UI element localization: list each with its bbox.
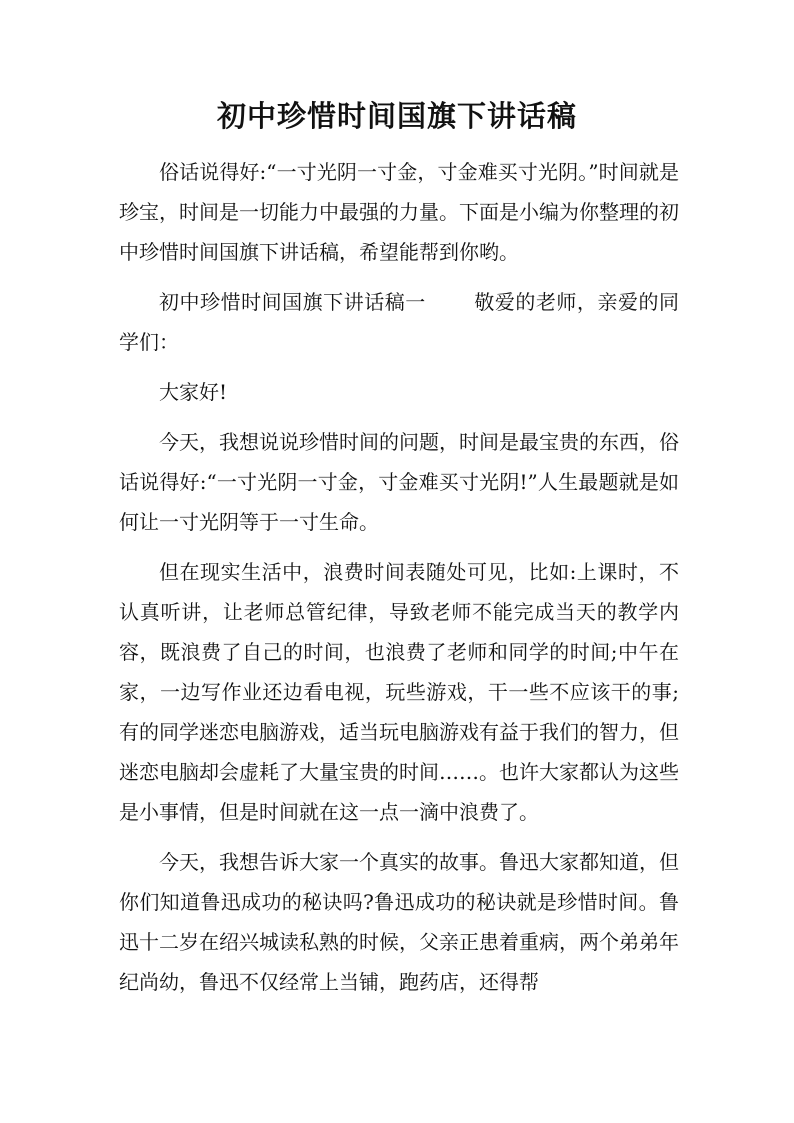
paragraph-heading-greeting [119,282,679,362]
paragraph-topic: 今天，我想说说珍惜时间的问题，时间是最宝贵的东西，俗话说得好:“一寸光阴一寸金，寸金难买寸光阴!”人生最题就是如何让一寸光阴等于一寸生命。 [119,430,679,534]
paragraph-story: 今天，我想告诉大家一个真实的故事。鲁迅大家都知道，但你们知道鲁迅成功的秘诀吗?鲁迅成功的秘诀就是珍惜时间。鲁迅十二岁在绍兴城读私熟的时候，父亲正患着重病，两个弟弟年纪尚幼，鲁迅不仅经常上当铺，跑药店，还得帮 [119,850,679,994]
salutation: 敬爱的老师，亲爱的同学们： [119,290,680,354]
document-title: 初中珍惜时间国旗下讲话稿 [216,99,577,133]
section-heading: 初中珍惜时间国旗下讲话稿一 [159,290,426,314]
paragraph-waste: 但在现实生活中，浪费时间表随处可见，比如:上课时，不认真听讲，让老师总管纪律，导致老师不能完成当天的教学内容，既浪费了自己的时间，也浪费了老师和同学的时间;中午在家，一边写作业还边看电视，玩些游戏，干一些不应该干的事;有的同学迷恋电脑游戏，适当玩电脑游戏有益于我们的智力，但迷恋电脑却会虚耗了大量宝贵的时间……。也许大家都认为这些是小事情，但是时间就在这一点一滴中浪费了。 [119,560,679,824]
paragraph-intro: 俗话说得好:“一寸光阴一寸金，寸金难买寸光阴。”时间就是珍宝，时间是一切能力中最强的力量。下面是小编为你整理的初中珍惜时间国旗下讲话稿，希望能帮到你哟。 [119,160,679,264]
document-body [119,152,679,1002]
paragraph-hello: 大家好! [159,380,228,404]
